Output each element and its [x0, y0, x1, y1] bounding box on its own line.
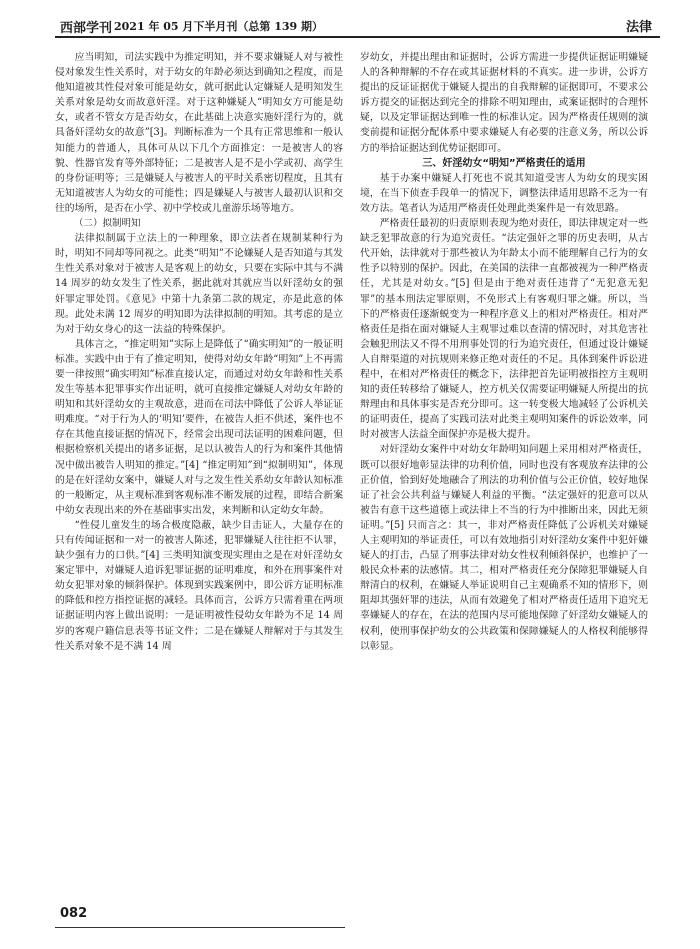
paragraph: 严格责任最初的归责原则表现为绝对责任，即法律规定对一些缺乏犯罪故意的行为追究责任。“法定强奸之罪的历史表明，从古代开始，法律就对于那些被认为年龄太小而不能理解自己行为的女性予以特别的保护。因此，在美国的法律一直都被视为一种严格责任，尤其是对幼女。”[5] 但是由于绝对责任违背了“无犯意无犯罪”的基本刑法定罪原则，不免形式上有客观归罪之嫌。所以，当下的严格责任逐渐蜕变为一种程序意义上的相对严格责任。相对严格责任是指在面对嫌疑人主观罪过难以查清的情况时，对其危害社会触犯刑法又不得不用刑事处罚的行为追究责任，但通过设计嫌疑人自辩渠道的对抗规则来修正绝对责任的不足。具体到案件诉讼进程中，在相对严格责任的概念下，法律把首先证明被指控方主观明知的责任转移给了嫌疑人，控方机关仅需要证明嫌疑人所提出的抗辩理由和具体事实是否充分即可。这一转变极大地减轻了公诉机关的证明责任，提高了实践司法对此类主观明知案件的诉讼效率，同时对被害人法益全面保护亦是极大提升。 [360, 218, 648, 441]
issue-info: 2021 年 05 月下半月刊（总第 139 期） [114, 20, 324, 33]
paragraph: 对奸淫幼女案件中对幼女年龄明知问题上采用相对严格责任，既可以很好地彰显法律的功利价值，同时也没有客观放弃法律的公正价值，恰到好处地融合了刑法的功利价值与公正价值，较好地保证了社会公共利益与嫌疑人利益的平衡。“法定强奸的犯意可以从被告有意干这些道德上或法律上不当的行为中推断出来，因此无须证明。”[5] 只而言之：其一，非对严格责任降低了公诉机关对嫌疑人主观明知的举证责任，可以有效地指引对奸淫幼女案件中犯奸嫌疑人的打击，凸显了刑事法律对幼女性权利倾斜保护，也维护了一般民众朴素的法感情。其二，相对严格责任充分保障犯罪嫌疑人自辩清白的权利，在嫌疑人举证说明自己主观确系不知的情形下，则阻却其强奸罪的违法，从而有效避免了相对严格责任适用下追究无辜嫌疑人的存在，在法的范围内尽可能地保障了奸淫幼女嫌疑人的权利，使刑事保护幼女的公共政策和保障嫌疑人的人格权利能够得以彰显。 [360, 444, 648, 652]
paragraph: 应当明知，司法实践中为推定明知，并不要求嫌疑人对与被性侵对象发生性关系时，对于幼女的年龄必须达到确知之程度，而是他知道被其性侵对象可能是幼女，就可据此认定嫌疑人是明知发生关系对象是幼女而故意奸淫。对于这种嫌疑人“明知女方可能是幼女，或者不管女方是否幼女，在此基础上决意实施奸淫行为的，就具备奸淫幼女的故意”[3]。判断标准为一个具有正常思维和一般认知能力的普通人，具体可从以下几个方面推定：一是被害人的容貌、性器官发育等外部特征；二是被害人是不是小学或初、高学生的身份证明等；三是嫌疑人与被害人的平时关系密切程度，且其有无知道被害人为幼女的可能性；四是嫌疑人与被害人最初认识和交往的场所，是否在小学、初中学校或儿童游乐场等地方。 [55, 52, 343, 214]
left-column [55, 50, 343, 654]
footer-rule [55, 927, 345, 928]
right-column [360, 50, 648, 654]
header-rule [55, 36, 660, 38]
subheading: （二）拟制明知 [74, 218, 141, 230]
page-number: 082 [60, 906, 88, 921]
journal-logo: 西部学刊 [60, 21, 113, 36]
page-header [0, 0, 700, 40]
section-name: 法律 [625, 20, 652, 35]
paragraph: “性侵儿童发生的场合极度隐蔽，缺少目击证人，大量存在的只有传闻证据和一对一的被害人陈述，犯罪嫌疑人往往拒不认罪，缺少强有力的口供。”[4] 三类明知演变现实理由之是在对奸淫幼女案定罪中，对嫌疑人追诉犯罪证据的证明难度，和外在刑事案件对幼女犯罪对象的倾斜保护。体现到实践案例中，即公诉方证明标准的降低和控方指控证据的减轻。具体而言，公诉方只需着重在两项证据证明内容上做出说明：一是证明被性侵幼女年龄为不足 14 周岁的客观户籍信息表等书证文件；二是在嫌疑人辩解对于与其发生性关系对象不是不满 14 周 [55, 519, 343, 652]
paragraph: 具体言之，“推定明知”实际上是降低了“确实明知”的一般证明标准。实践中由于有了推定明知，使得对幼女年龄“明知”上不再需要一律按照“确实明知”标准直接认定，而通过对幼女年龄和性关系发生等基本犯罪事实作出证明，就可直接推定嫌疑人对幼女年龄的明知和其奸淫幼女的主观故意，进而在司法中降低了公诉人举证证明难度。“对于行为人的‘明知’要件，在被告人拒不供述，案件也不存在其他直接证据的情况下，经常会出现司法证明的困难问题，但根据检察机关提出的诸多证据，足以认被告人的行为和案件其他情况中做出被告人明知的推定。”[4] “推定明知”到“拟制明知”，体现的是在奸淫幼女案中，嫌疑人对与之发生性关系幼女年龄认知标准的一般断定，从主观标准到客观标准不断发展的过程，即结合新案中幼女表现出来的外在基础事实出发，来判断和认定幼女年龄。 [55, 338, 343, 516]
paragraph: 法律拟制属于立法上的一种理象，即立法者在规制某种行为时，明知不同却等同视之。此类“明知”不论嫌疑人是否知道与其发生性关系对象对于被害人是客观上的幼女，只要在实际中其与不满 14 周岁的幼女发生了性关系，据此就对其就应当以奸淫幼女的强奸罪定罪处罚。《意见》中第十九条第二款的规定，亦是此意的体现。此处未满 12 周岁的明知即为法律拟制的明知。其考虑的是立为对于幼女身心的这一法益的特殊保护。 [55, 233, 343, 335]
paragraph: 岁幼女，并提出理由和证据时，公诉方需进一步提供证据证明嫌疑人的各种辩解的不存在或其证据材料的不真实。进一步讲，公诉方提出的反证证据优于嫌疑人提出的自我辩解的证据即可，不要求公诉方提交的证据达到完全的排除不明知理由，或案证据时的合理怀疑，以及定罪证据达到唯一性的标准认定。因为严格责任规则的演变前提和证据分配体系中要求嫌疑人有必要的注意义务，所以公诉方的举拾证据达到优势证据即可。 [360, 52, 648, 154]
section-heading: 三、奸淫幼女“明知”严格责任的适用 [422, 157, 586, 169]
paragraph: 基于办案中嫌疑人打死也不说其知道受害人为幼女的现实困境，在当下侦查手段单一的情况下，调整法律适用思路不乏为一有效方法。笔者认为适用严格责任处理此类案件是一有效思路。 [360, 172, 648, 214]
